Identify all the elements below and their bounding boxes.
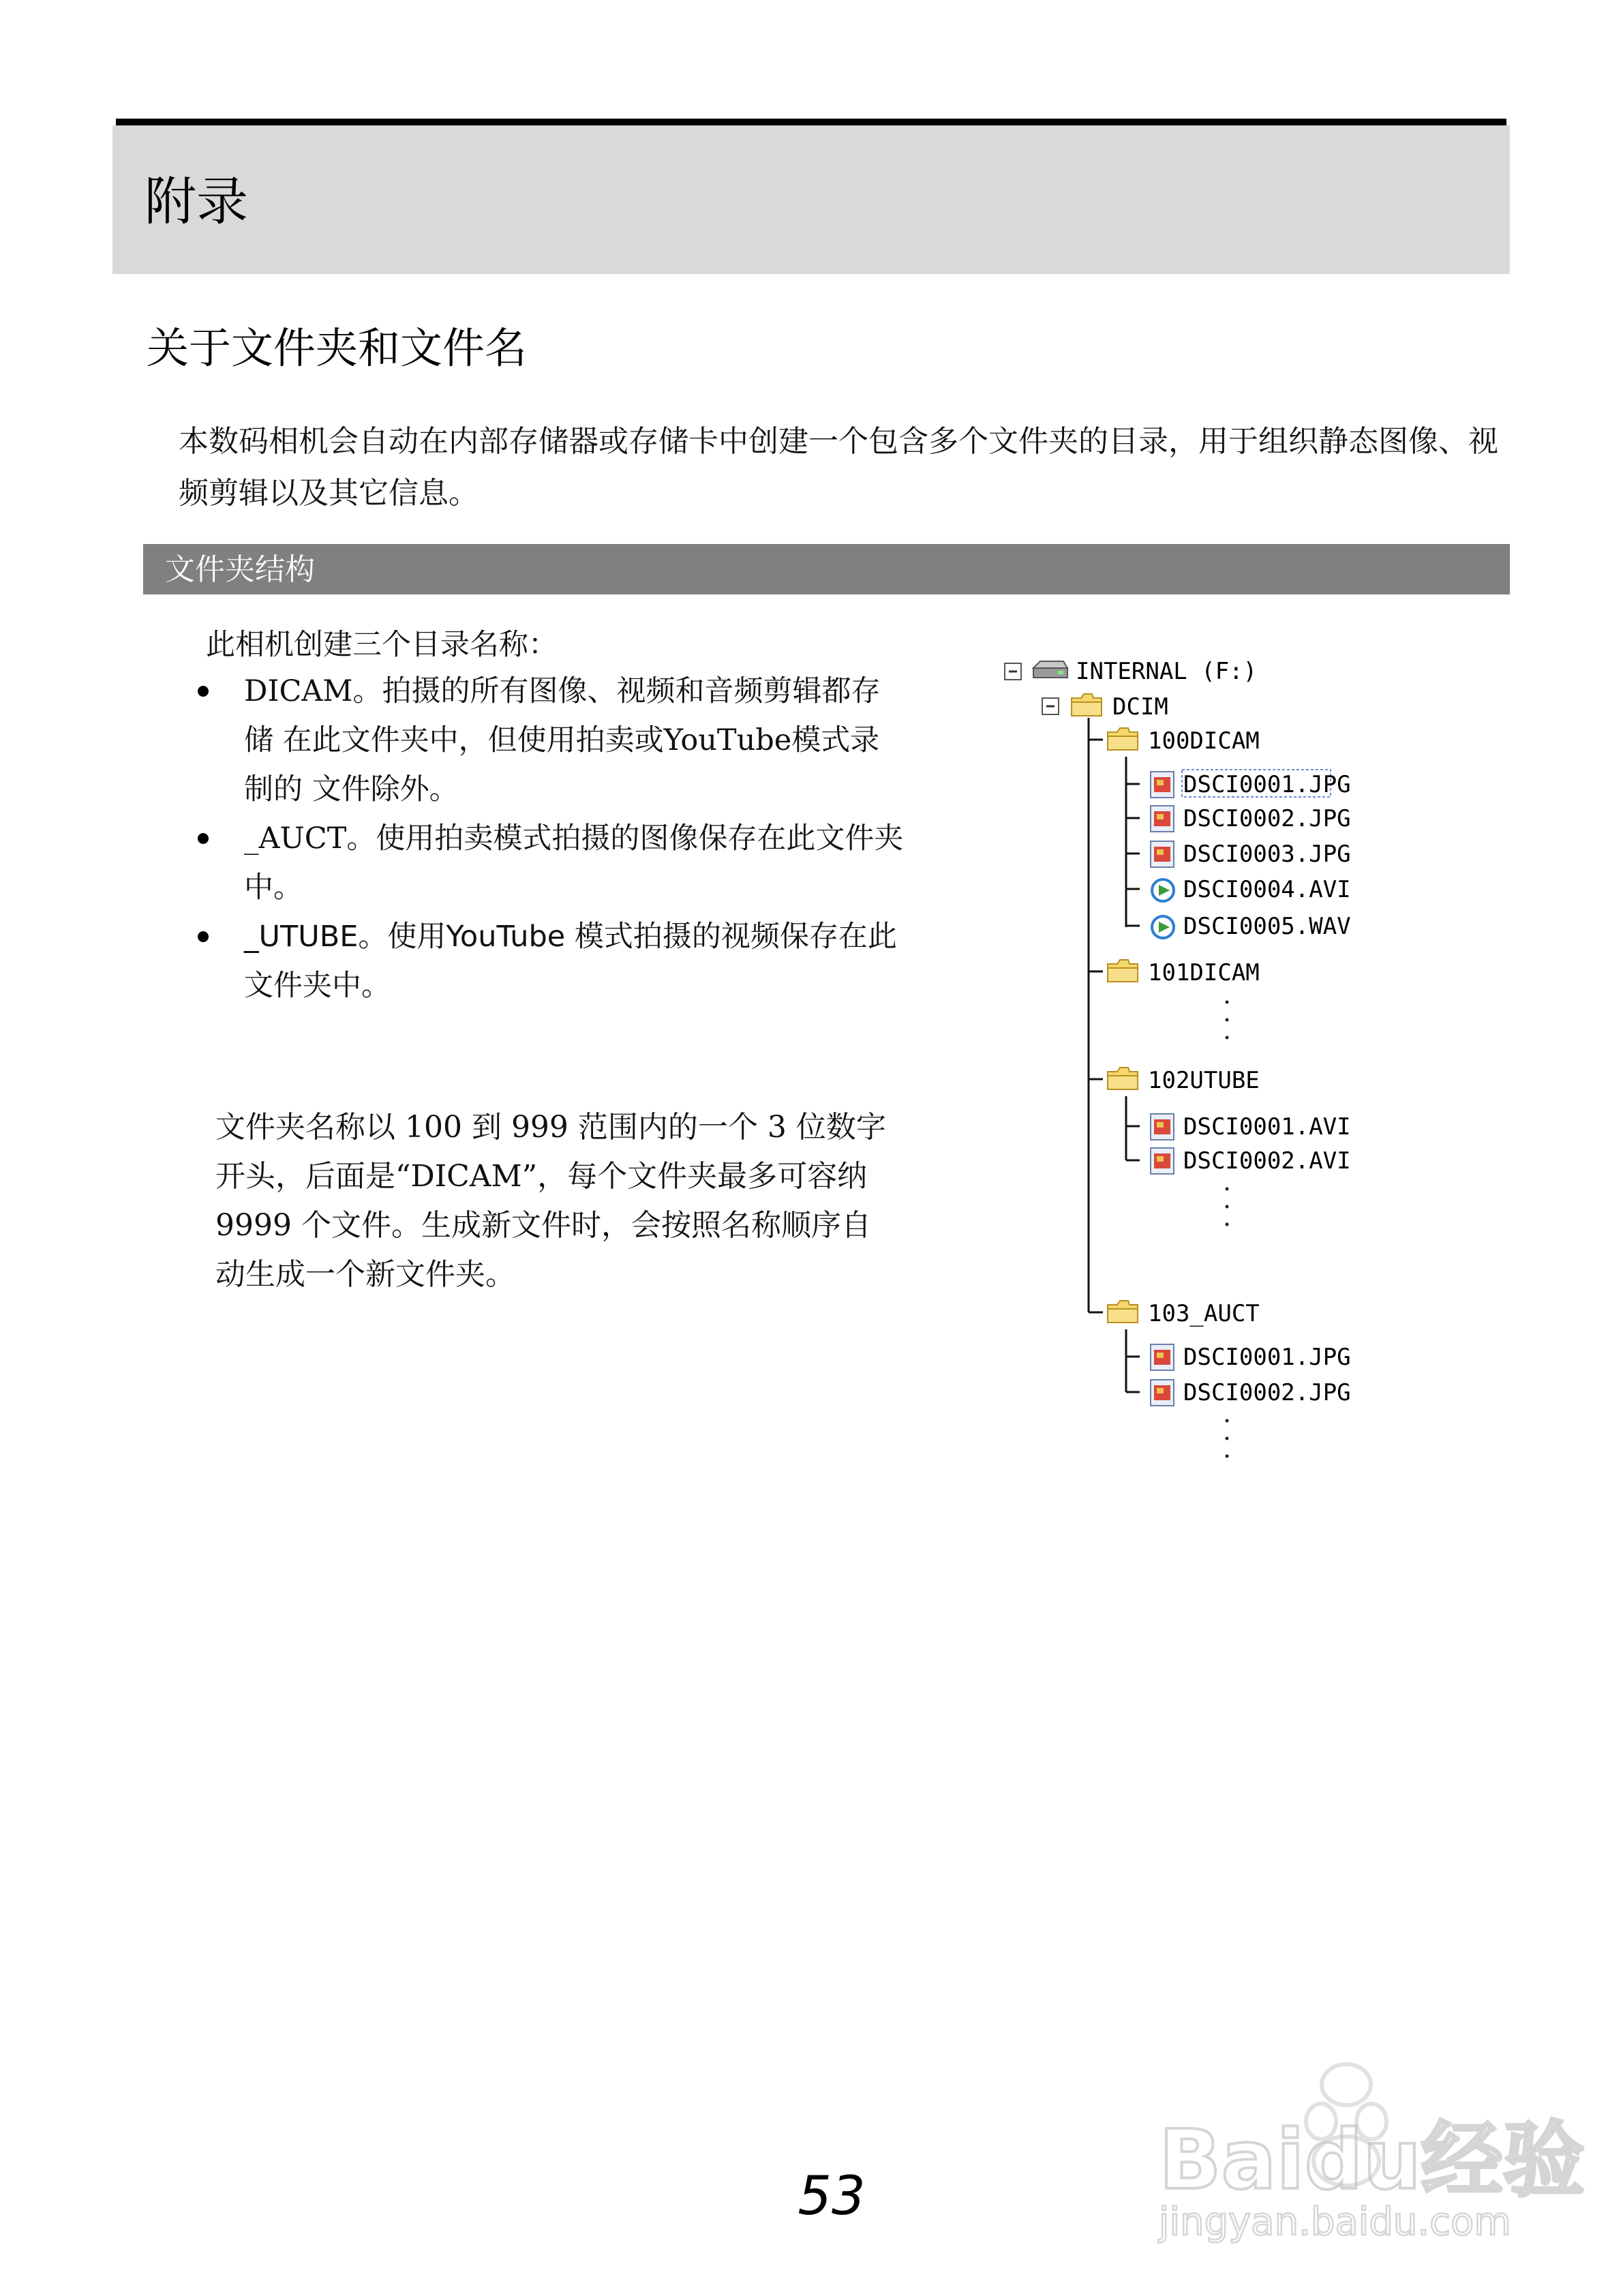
file-label: DSCI0002.AVI bbox=[1183, 1147, 1351, 1175]
folder-naming-paragraph: 文件夹名称以 100 到 999 范围内的一个 3 位数字开头，后面是“DICAM”，每个文件夹最多可容纳 9999 个文件。生成新文件时，会按照名称顺序自动生成一个新文件夹。 bbox=[215, 1110, 886, 1292]
folder-label: 100DICAM bbox=[1148, 727, 1260, 755]
drive-label: INTERNAL (F:) bbox=[1076, 658, 1258, 685]
root-folder-label: DCIM bbox=[1112, 693, 1168, 721]
file-label: DSCI0002.JPG bbox=[1183, 1379, 1351, 1406]
bullet-text: _AUCT。使用拍卖模式拍摄的图像保存在此文件夹 中。 bbox=[244, 821, 904, 905]
subsection-title: 文件夹结构 bbox=[165, 552, 315, 587]
lead-text: 此相机创建三个目录名称： bbox=[206, 628, 558, 662]
file-label: DSCI0004.AVI bbox=[1183, 876, 1351, 903]
folder-label: 102UTUBE bbox=[1148, 1067, 1260, 1094]
watermark-url: jingyan.baidu.com bbox=[1159, 2200, 1511, 2244]
file-label: DSCI0001.AVI bbox=[1183, 1113, 1351, 1141]
bullet-text: DICAM。拍摄的所有图像、视频和音频剪辑都存储 在此文件夹中，但使用拍卖或YouTube模式录制的 文件除外。 bbox=[244, 674, 881, 806]
file-label: DSCI0001.JPG bbox=[1183, 771, 1351, 798]
intro-paragraph: 本数码相机会自动在内部存储器或存储卡中创建一个包含多个文件夹的目录，用于组织静态图像、视频剪辑以及其它信息。 bbox=[179, 424, 1498, 511]
page-title: 附录 bbox=[145, 171, 248, 232]
folder-label: 103_AUCT bbox=[1148, 1300, 1260, 1327]
file-label: DSCI0003.JPG bbox=[1183, 841, 1351, 868]
page-number: 53 bbox=[798, 2166, 866, 2227]
watermark-brand: Baidu经验 bbox=[1159, 2113, 1585, 2208]
section-title: 关于文件夹和文件名 bbox=[147, 323, 528, 373]
file-label: DSCI0005.WAV bbox=[1183, 913, 1351, 940]
folder-label: 101DICAM bbox=[1148, 959, 1260, 986]
file-label: DSCI0001.JPG bbox=[1183, 1344, 1351, 1371]
file-label: DSCI0002.JPG bbox=[1183, 805, 1351, 832]
bullet-text: _UTUBE。使用YouTube 模式拍摄的视频保存在此 文件夹中。 bbox=[244, 920, 897, 1003]
